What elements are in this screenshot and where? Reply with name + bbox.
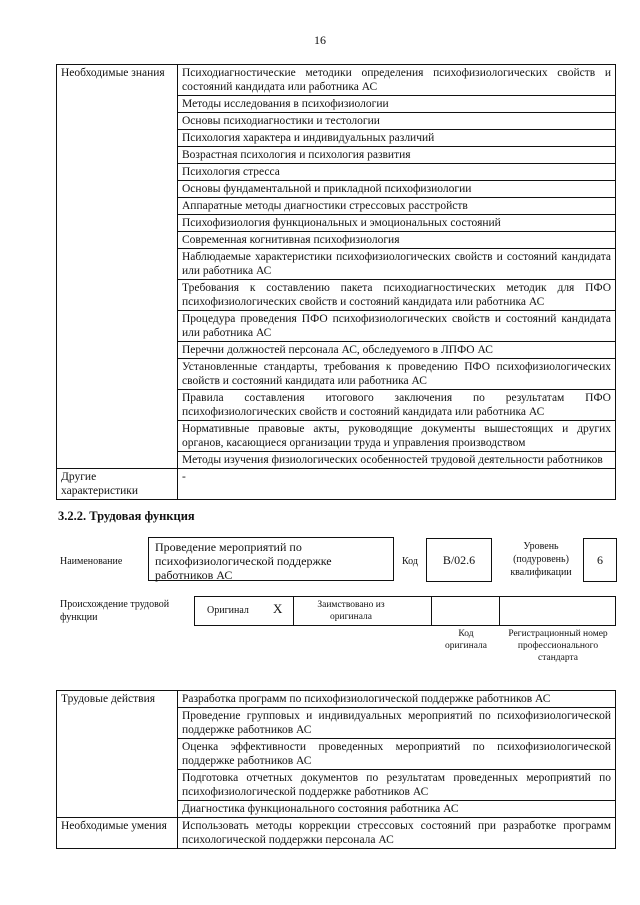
row-heading: Необходимые умения	[57, 818, 178, 849]
table-cell: Процедура проведения ПФО психофизиологических свойств и состояний кандидата или работника АС	[178, 311, 616, 342]
code-value: B/02.6	[442, 552, 476, 567]
row-heading: Другие характеристики	[57, 469, 178, 500]
table-cell: Методы исследования в психофизиологии	[178, 96, 616, 113]
divider	[293, 597, 294, 625]
table-cell: Психодиагностические методики определения психофизиологических свойств и состояний кандидата или работника АС	[178, 65, 616, 96]
original-mark: X	[273, 601, 283, 616]
table-cell: Оценка эффективности проведенных мероприятий по психофизиологической поддержке работников АС	[178, 739, 616, 770]
table-cell: Нормативные правовые акты, руководящие документы вышестоящих и других органов, касающиеся организации труда и управления производством	[178, 421, 616, 452]
code-label: Код	[402, 556, 418, 567]
level-value: 6	[597, 552, 603, 567]
borrowed-label: Заимствовано из оригинала	[317, 600, 385, 622]
level-value-box	[583, 538, 617, 582]
actions-table	[56, 690, 616, 849]
table-cell: Использовать методы коррекции стрессовых состояний при разработке программ психологической поддержки персонала АС	[178, 818, 616, 849]
table-cell: Психофизиология функциональных и эмоциональных состояний	[178, 215, 616, 232]
code-caption: Код оригинала	[445, 629, 487, 651]
table-cell: Методы изучения физиологических особенностей трудовой деятельности работников	[178, 452, 616, 469]
table-row	[57, 469, 616, 500]
table-cell: Современная когнитивная психофизиология	[178, 232, 616, 249]
divider	[431, 597, 432, 625]
level-label: Уровень (подуровень) квалификации	[510, 541, 572, 578]
table-cell: Основы фундаментальной и прикладной психофизиологии	[178, 181, 616, 198]
section-title: 3.2.2. Трудовая функция	[58, 509, 195, 523]
knowledge-table	[56, 64, 616, 500]
table-cell: Психология стресса	[178, 164, 616, 181]
name-value: Проведение мероприятий по психофизиологической поддержке работников АС	[155, 540, 332, 582]
table-cell: Аппаратные методы диагностики стрессовых расстройств	[178, 198, 616, 215]
name-label: Наименование	[60, 556, 123, 567]
table-cell: Требования к составлению пакета психодиагностических методик для ПФО психофизиологических свойств и состояний кандидата или работника АС	[178, 280, 616, 311]
origin-label: Происхождение трудовой функции	[60, 599, 170, 623]
reg-caption: Регистрационный номер профессионального стандарта	[508, 629, 608, 663]
table-cell: Проведение групповых и индивидуальных мероприятий по психофизиологической поддержке работников АС	[178, 708, 616, 739]
table-cell: Психология характера и индивидуальных различий	[178, 130, 616, 147]
table-row	[57, 818, 616, 849]
table-cell: Возрастная психология и психология развития	[178, 147, 616, 164]
table-cell: Установленные стандарты, требования к проведению ПФО психофизиологических свойств и состояний кандидата или работника АС	[178, 359, 616, 390]
table-row	[57, 691, 616, 708]
table-cell: Подготовка отчетных документов по результатам проведенных мероприятий по психофизиологической поддержке работников АС	[178, 770, 616, 801]
row-heading: Трудовые действия	[57, 691, 178, 818]
original-label: Оригинал	[207, 605, 249, 616]
table-row	[57, 65, 616, 96]
table-cell: Наблюдаемые характеристики психофизиологических свойств и состояний кандидата или работника АС	[178, 249, 616, 280]
row-heading: Необходимые знания	[57, 65, 178, 469]
table-cell: Диагностика функционального состояния работника АС	[178, 801, 616, 818]
table-cell: Разработка программ по психофизиологической поддержке работников АС	[178, 691, 616, 708]
divider	[499, 597, 500, 625]
page-number: 16	[314, 33, 326, 47]
code-value-box	[426, 538, 492, 582]
table-cell: Правила составления итогового заключения по результатам ПФО психофизиологических свойств и состояний кандидата или работника АС	[178, 390, 616, 421]
table-cell: Перечни должностей персонала АС, обследуемого в ЛПФО АС	[178, 342, 616, 359]
table-cell: -	[178, 469, 616, 500]
origin-row	[194, 596, 616, 626]
table-cell: Основы психодиагностики и тестологии	[178, 113, 616, 130]
name-value-box	[148, 537, 394, 581]
